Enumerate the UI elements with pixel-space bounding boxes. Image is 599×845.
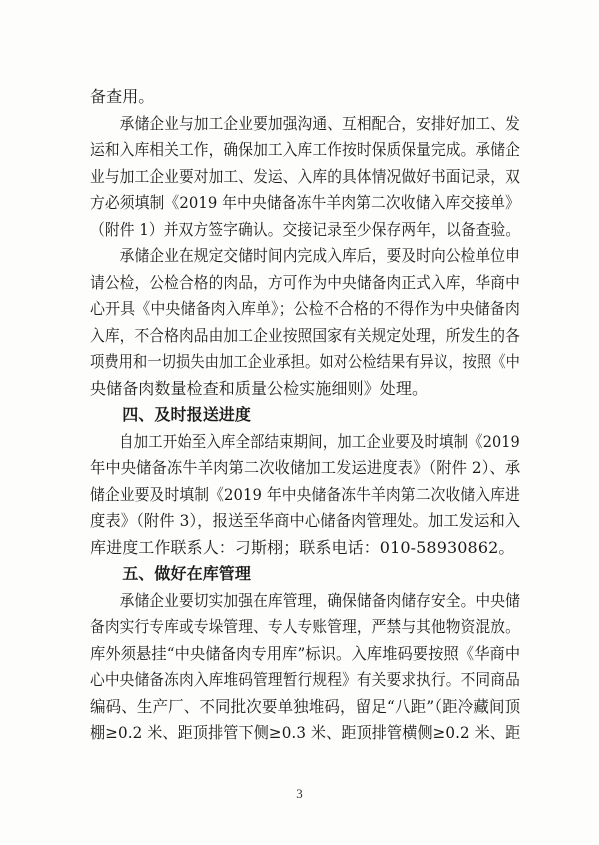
- text-line: 承储企业与加工企业要加强沟通、互相配合，安排好加工、发: [90, 113, 520, 133]
- text-line: 方必须填制《2019 年中央储备冻牛羊肉第二次收储入库交接单》: [90, 193, 520, 212]
- text-line: 棚≥0.2 米、距顶排管下侧≥0.3 米、距顶排管横侧≥0.2 米、距: [90, 723, 521, 742]
- text-line: 承储企业要切实加强在库管理，确保储备肉储存安全。中央储: [90, 590, 520, 610]
- text-line: 心中央储备冻肉入库堆码管理暂行规程》有关要求执行。不同商品: [90, 670, 520, 689]
- text-line: 项费用和一切损失由加工企业承担。如对公检结果有异议，按照《中: [90, 352, 521, 371]
- text-line: 库进度工作联系人：刁斯栩；联系电话：010-58930862。: [90, 537, 515, 557]
- text-line: 自加工开始至入库全部结束期间，加工企业要及时填制《2019: [90, 431, 520, 451]
- section-heading: 四、及时报送进度: [90, 405, 252, 424]
- text-line: 运和入库相关工作，确保加工入库工作按时保质保量完成。承储企: [90, 140, 520, 159]
- text-line: （附件 1）并双方签字确认。交接记录至少保存两年，以备查验。: [90, 219, 521, 239]
- text-line: 年中央储备冻牛羊肉第二次收储加工发运进度表》（附件 2）、承: [90, 458, 521, 477]
- page-number: 3: [296, 786, 303, 801]
- text-line: 库外须悬挂“中央储备肉专用库”标识。入库堆码要按照《华商中: [90, 643, 521, 663]
- text-line: 心开具《中央储备肉入库单》；公检不合格的不得作为中央储备肉: [90, 299, 520, 318]
- text-line: 承储企业在规定交储时间内完成入库后，要及时向公检单位申: [90, 246, 520, 265]
- text-line: 备查用。: [90, 87, 155, 106]
- text-line: 编码、生产厂、不同批次要单独堆码，留足“八距”（距冷藏间顶: [90, 696, 521, 716]
- text-line: 储企业要及时填制《2019 年中央储备冻牛羊肉第二次收储入库进: [90, 484, 520, 504]
- text-line: 度表》（附件 3），报送至华商中心储备肉管理处。加工发运和入: [90, 511, 521, 530]
- section-heading: 五、做好在库管理: [90, 564, 252, 583]
- text-line: 央储备肉数量检查和质量公检实施细则》处理。: [90, 378, 429, 398]
- text-line: 备肉实行专库或专垛管理、专人专账管理，严禁与其他物资混放。: [90, 617, 520, 636]
- text-line: 入库，不合格肉品由加工企业按照国家有关规定处理，所发生的各: [90, 325, 520, 345]
- text-line: 业与加工企业要对加工、发运、入库的具体情况做好书面记录，双: [90, 166, 520, 186]
- text-line: 请公检，公检合格的肉品，方可作为中央储备肉正式入库，华商中: [90, 272, 520, 292]
